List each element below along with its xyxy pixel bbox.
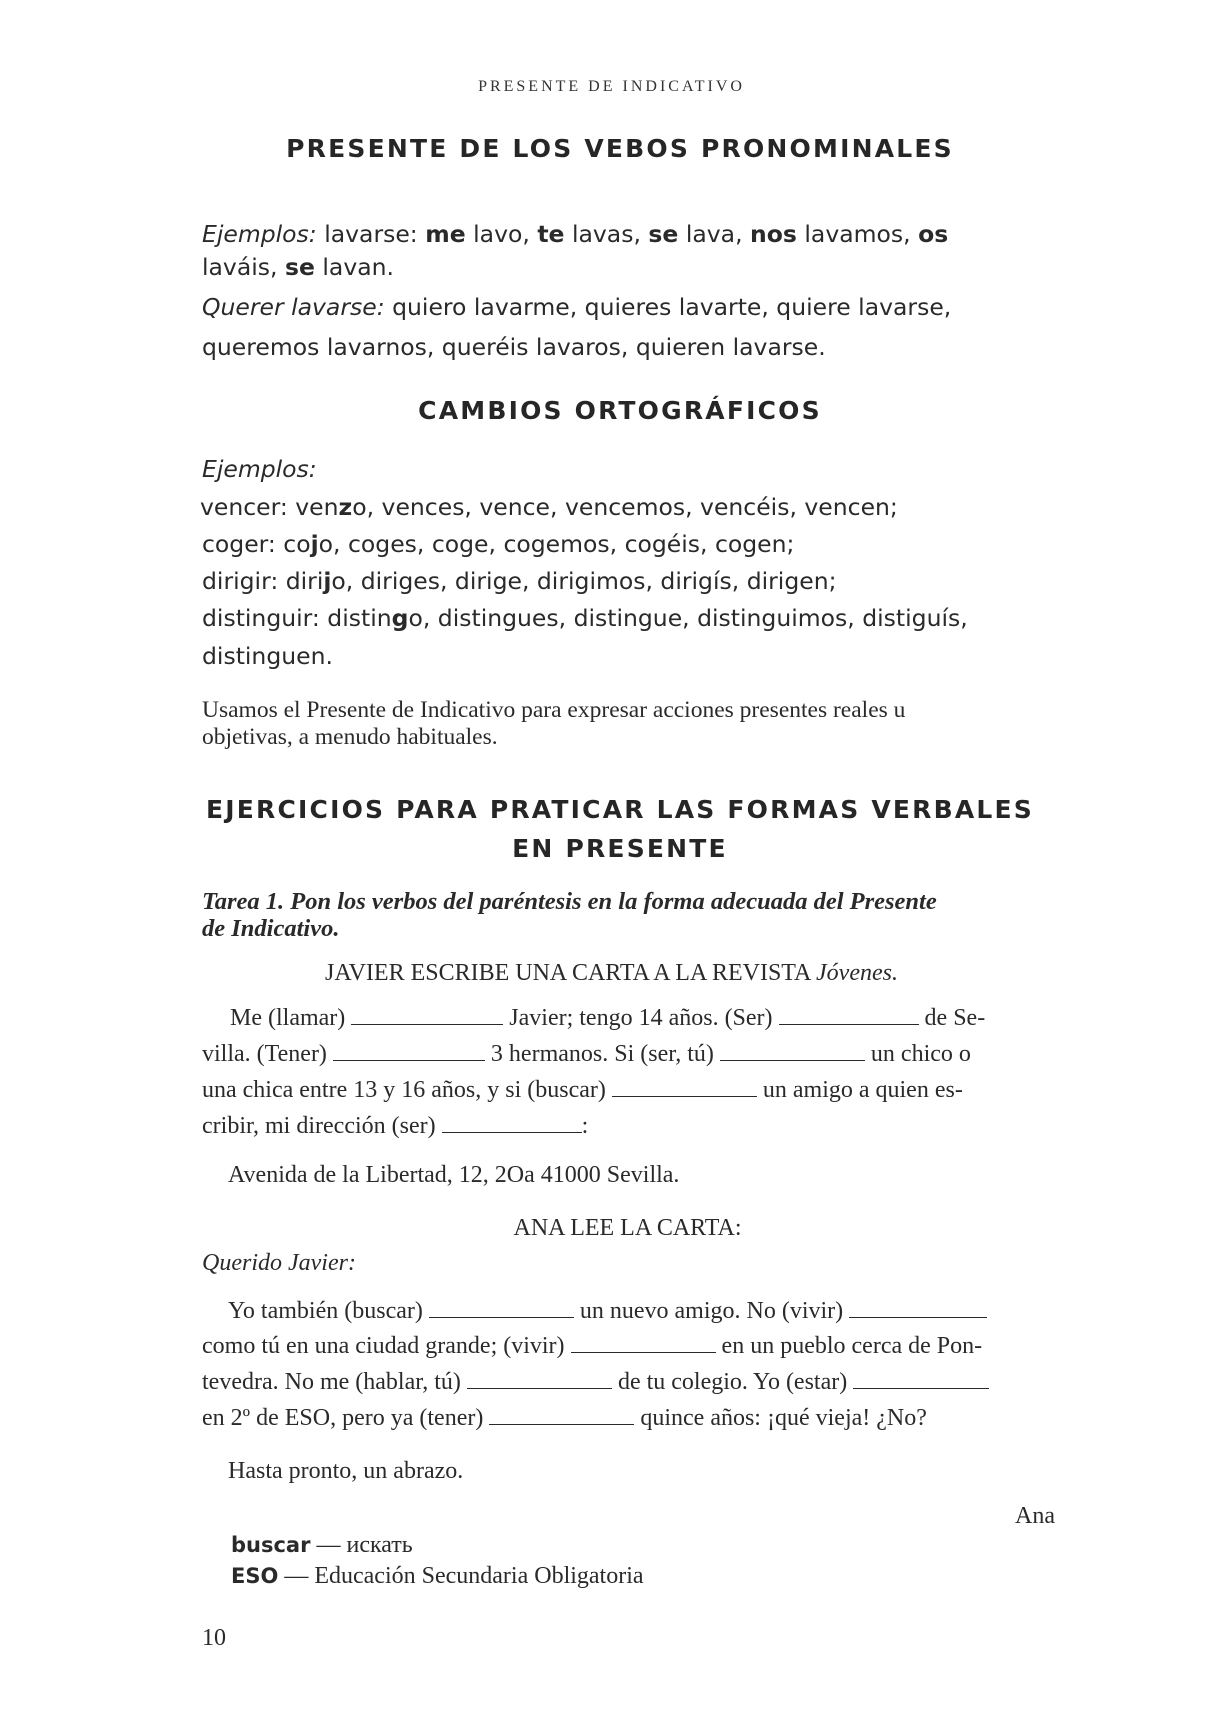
task-instruction-line-1: Tarea 1. Pon los verbos del paréntesis en la forma adecuada del Presente: [202, 888, 937, 915]
cambios-bold: g: [391, 604, 409, 632]
letter-text: de tu colegio. Yo (estar): [617, 1369, 848, 1395]
letter-text: un amigo a quien es-: [762, 1077, 963, 1103]
querer-line-1: [202, 293, 1082, 321]
letter1-line-4: [202, 1112, 1057, 1140]
querer-label: Querer lavarse:: [202, 293, 385, 321]
cambios-pre: distinguir: distin: [202, 604, 392, 632]
letter-text: de Se-: [924, 1005, 986, 1031]
letter-text: una chica entre 13 y 16 años, y si (buscar): [202, 1077, 606, 1103]
vocab-definition: — искать: [316, 1532, 413, 1558]
task-instruction-line-2: de Indicativo.: [202, 915, 340, 942]
cambios-line: [202, 530, 1082, 558]
usage-line-1: Usamos el Presente de Indicativo para expresar acciones presentes reales u: [202, 697, 906, 723]
page-number: 10: [202, 1625, 226, 1651]
letter-text: en un pueblo cerca de Pon-: [721, 1333, 983, 1359]
answer-blank[interactable]: [467, 1368, 612, 1389]
letter-text: en 2º de ESO, pero ya (tener): [202, 1405, 484, 1431]
letter2-line-4: [202, 1404, 1057, 1432]
cambios-pre: vencer: ven: [200, 493, 339, 521]
vocab-entry: [231, 1532, 413, 1559]
letter1-line-3: [202, 1076, 1057, 1104]
letter1-line-1: [230, 1004, 1085, 1032]
vocab-term: buscar: [231, 1533, 311, 1557]
vocab-term: ESO: [231, 1564, 279, 1588]
letter-text: un nuevo amigo. No (vivir): [579, 1298, 844, 1324]
magazine-title: Jóvenes.: [816, 960, 898, 986]
cambios-last-line: distinguen.: [202, 642, 333, 670]
cambios-pre: coger: co: [202, 530, 311, 558]
signature: Ana: [1015, 1503, 1055, 1529]
answer-blank[interactable]: [442, 1112, 582, 1133]
cambios-bold: z: [338, 493, 353, 521]
cambios-pre: dirigir: diri: [202, 567, 324, 595]
letter2-line-3: [202, 1368, 1057, 1396]
address: Avenida de la Libertad, 12, 2Оa 41000 Sevilla.: [228, 1162, 680, 1188]
letter-text: Javier; tengo 14 años. (Ser): [509, 1005, 773, 1031]
answer-blank[interactable]: [333, 1040, 485, 1061]
pronominal-example-line-2: [202, 253, 1082, 281]
verb-form: lavan.: [322, 253, 394, 281]
section-title-cambios: CAMBIOS ORTOGRÁFICOS: [418, 396, 822, 425]
cambios-example-label: [202, 455, 1082, 483]
example-label: Ejemplos:: [202, 220, 317, 248]
letter2-line-1: [228, 1297, 1083, 1325]
cambios-post: o, distingues, distingue, distinguimos, distiguís,: [408, 604, 968, 632]
letter-text: 3 hermanos. Si (ser, tú): [490, 1041, 714, 1067]
answer-blank[interactable]: [351, 1004, 503, 1025]
letter-text: tevedra. No me (hablar, tú): [202, 1369, 461, 1395]
cambios-post: o, diriges, dirige, dirigimos, dirigís, dirigen;: [331, 567, 837, 595]
letter-text: un chico o: [870, 1041, 971, 1067]
answer-blank[interactable]: [571, 1332, 716, 1353]
answer-blank[interactable]: [853, 1368, 989, 1389]
letter-text: cribir, mi dirección (ser): [202, 1113, 436, 1139]
cambios-line: [202, 567, 1082, 595]
section-title-ejercicios-1: EJERCICIOS PARA PRATICAR LAS FORMAS VERBALES: [205, 795, 1035, 824]
cambios-bold: j: [310, 530, 319, 558]
letter2-line-2: [202, 1332, 1057, 1360]
letter1-heading: [0, 960, 1223, 987]
cambios-line: [202, 604, 1082, 632]
verb-form: lavas,: [571, 220, 641, 248]
section-title-ejercicios-2: EN PRESENTE: [512, 834, 728, 863]
letter-text: como tú en una ciudad grande; (vivir): [202, 1333, 565, 1359]
letter2-heading: ANA LEE LA CARTA:: [513, 1215, 742, 1241]
answer-blank[interactable]: [612, 1076, 757, 1097]
letter1-line-2: [202, 1040, 1057, 1068]
answer-blank[interactable]: [429, 1297, 574, 1318]
letter-text: :: [581, 1113, 589, 1139]
cambios-line: [200, 493, 1080, 521]
verb-lavarse: lavarse:: [324, 220, 418, 248]
verb-form: lavamos,: [804, 220, 911, 248]
pronoun: te: [537, 220, 565, 248]
letter-text: villa. (Tener): [202, 1041, 327, 1067]
querer-forms: quiero lavarme, quieres lavarte, quiere lavarse,: [392, 293, 952, 321]
example-label: Ejemplos:: [202, 455, 317, 483]
vocab-entry: [231, 1563, 644, 1590]
running-head: PRESENTE DE INDICATIVO: [478, 78, 745, 95]
letter-text: Yo también (buscar): [228, 1298, 423, 1324]
verb-form: lavo,: [473, 220, 530, 248]
verb-form: lava,: [685, 220, 743, 248]
closing: Hasta pronto, un abrazo.: [228, 1458, 464, 1484]
cambios-post: o, vences, vence, vencemos, vencéis, vencen;: [352, 493, 898, 521]
answer-blank[interactable]: [720, 1040, 865, 1061]
vocab-definition: — Educación Secundaria Obligatoria: [284, 1563, 644, 1589]
pronoun: se: [284, 253, 315, 281]
cambios-bold: j: [323, 567, 332, 595]
letter1-heading-text: JAVIER ESCRIBE UNA CARTA A LA REVISTA: [325, 960, 811, 986]
pronoun: se: [648, 220, 679, 248]
querer-line-2: queremos lavarnos, queréis lavaros, quieren lavarse.: [202, 333, 826, 361]
pronominal-example-line-1: [202, 220, 1082, 248]
section-title-pronominal: PRESENTE DE LOS VEBOS PRONOMINALES: [286, 134, 954, 163]
letter-text: quince años: ¡qué vieja! ¿No?: [640, 1405, 927, 1431]
cambios-post: o, coges, coge, cogemos, cogéis, cogen;: [318, 530, 795, 558]
pronoun: me: [425, 220, 466, 248]
answer-blank[interactable]: [849, 1297, 987, 1318]
answer-blank[interactable]: [779, 1004, 919, 1025]
pronoun: nos: [750, 220, 797, 248]
pronoun: os: [918, 220, 949, 248]
usage-line-2: objetivas, a menudo habituales.: [202, 724, 498, 750]
letter-text: Me (llamar): [230, 1005, 346, 1031]
salutation: Querido Javier:: [202, 1250, 356, 1276]
verb-form: laváis,: [202, 253, 278, 281]
answer-blank[interactable]: [489, 1404, 634, 1425]
